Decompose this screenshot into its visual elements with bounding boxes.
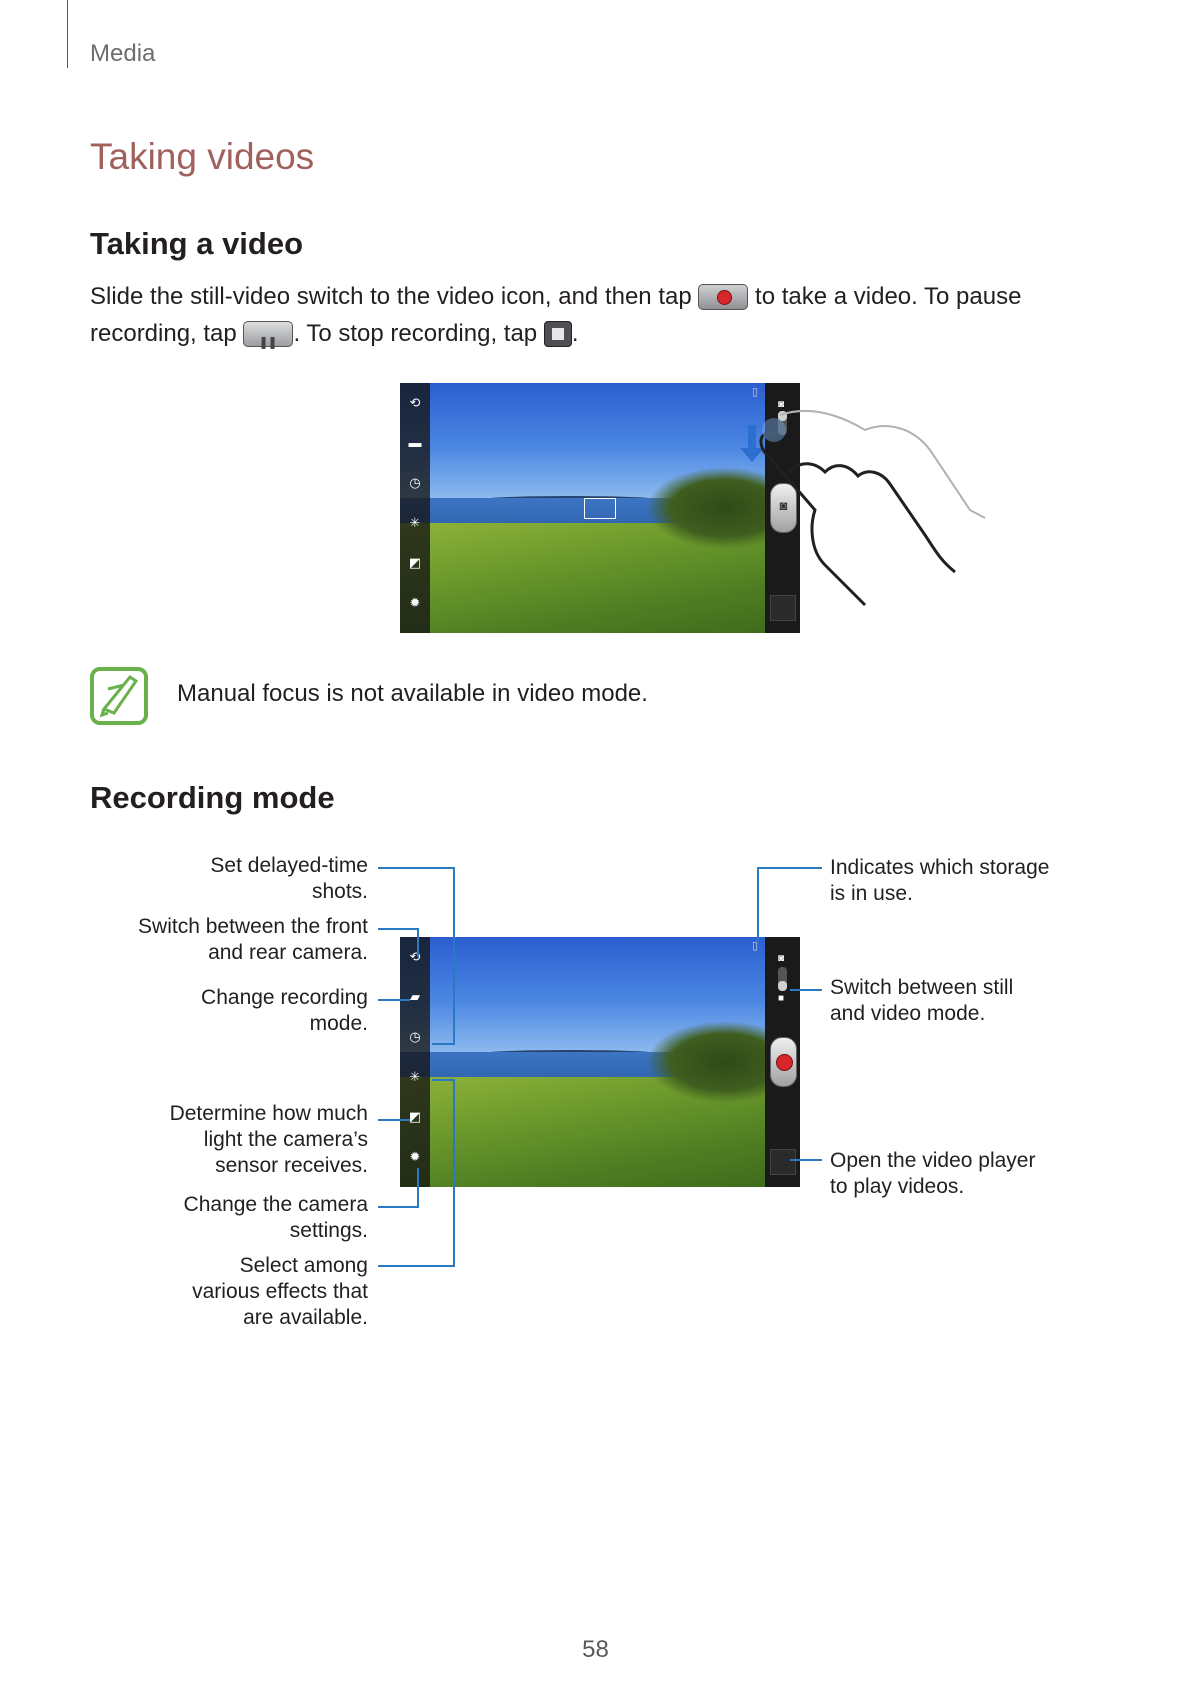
still-mode-icon: ◙ (778, 399, 785, 410)
page-title: Taking videos (90, 136, 315, 177)
section-header: Media (90, 40, 156, 67)
note-text: Manual focus is not available in video mode. (177, 680, 648, 707)
callout-recording-mode: Change recording mode. (201, 986, 368, 1035)
paragraph-text-1: Slide the still-video switch to the video icon, and then tap (90, 283, 692, 310)
callout-delayed-shots: Set delayed-time shots. (210, 854, 368, 903)
callout-settings: Change the camera settings. (183, 1193, 368, 1242)
paragraph-text-4: . (571, 320, 579, 347)
recording-mode-icon[interactable]: ▬ (408, 435, 422, 450)
exposure-icon[interactable]: ◩ (408, 1109, 422, 1124)
callout-line-effects (378, 1080, 454, 1266)
settings-gear-icon[interactable]: ✹ (409, 595, 421, 610)
switch-camera-icon[interactable]: ⟲ (409, 395, 421, 410)
callout-line-storage (758, 868, 822, 942)
settings-gear-icon[interactable]: ✹ (409, 1149, 421, 1164)
recording-mode-icon[interactable]: ▰ (410, 989, 420, 1004)
heading-taking-a-video: Taking a video (90, 226, 304, 261)
switch-camera-icon[interactable]: ⟲ (409, 949, 421, 964)
callout-video-player: Open the video player to play videos. (830, 1149, 1036, 1198)
callout-exposure: Determine how much light the camera’s sensor receives. (169, 1102, 368, 1177)
callout-line-settings (378, 1168, 418, 1207)
callout-line-delayed-shots (378, 868, 454, 1044)
paragraph-text-2: to take a video. To pause recording, tap (90, 283, 1022, 347)
exposure-icon[interactable]: ◩ (408, 555, 422, 570)
callout-line-switch-camera (378, 929, 418, 957)
effects-icon[interactable]: ✳ (409, 1069, 421, 1084)
video-mode-icon: ■ (778, 993, 785, 1004)
camera-icon: ◙ (779, 498, 788, 513)
paragraph-text-3: . To stop recording, tap (293, 320, 538, 347)
callout-effects: Select among various effects that are available. (192, 1254, 368, 1329)
page-number: 58 (582, 1636, 609, 1663)
effects-icon[interactable]: ✳ (409, 515, 421, 530)
storage-icon: ▯ (752, 940, 759, 952)
still-mode-icon: ◙ (778, 953, 785, 964)
callout-switch-camera: Switch between the front and rear camera. (138, 915, 368, 964)
timer-icon[interactable]: ◷ (409, 1029, 421, 1044)
heading-recording-mode: Recording mode (90, 780, 335, 815)
callout-storage: Indicates which storage is in use. (830, 856, 1050, 905)
callout-still-video: Switch between still and video mode. (830, 976, 1014, 1025)
storage-icon: ▯ (752, 386, 759, 398)
timer-icon[interactable]: ◷ (409, 475, 421, 490)
